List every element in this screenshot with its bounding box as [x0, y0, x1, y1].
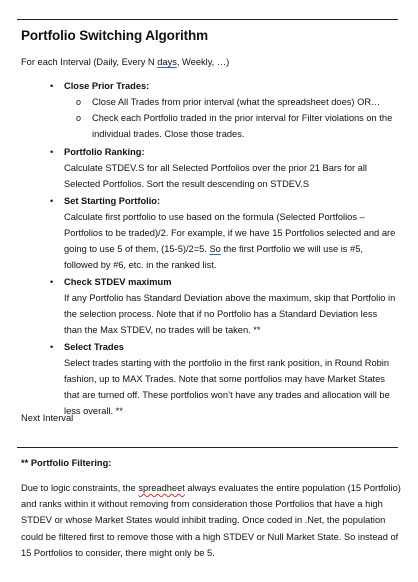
filtering-text-start: Due to logic constraints, the	[21, 483, 139, 493]
list-item-set-starting-portfolio	[0, 193, 418, 273]
item-body-text-end: the first Portfolio we will use is #5, followed by #6, etc. in the ranked list.	[64, 244, 363, 270]
list-item-portfolio-ranking	[0, 144, 418, 192]
section-divider	[17, 447, 398, 448]
item-body: Select trades starting with the portfolio in the first rank position, in Round Robin fashion, up to MAX Trades. Note that some portfolios may have Market States that are turned off. These portfolios won’t have any trades and allocation will be less overall. **	[64, 358, 390, 416]
item-body	[64, 209, 396, 273]
item-body: Calculate STDEV.S for all Selected Portfolios over the prior 21 Bars for all Selected Portfolios. Sort the result descending on STDEV.S	[64, 163, 367, 189]
item-title: Set Starting Portfolio:	[64, 196, 161, 206]
sub-item-close-all	[76, 94, 396, 110]
next-interval-label: Next Interval	[21, 413, 74, 423]
item-title: Portfolio Ranking:	[64, 147, 145, 157]
steps-list	[0, 78, 418, 419]
item-title: Check STDEV maximum	[64, 277, 172, 287]
filtering-paragraph	[21, 480, 403, 561]
filtering-text-end: always evaluates the entire population (15 Portfolio) and ranks within it without removing from consideration those Portfolios that have a high STDEV or whose Market States would inhibit trading. Once coded in .Net, the population could be filtered first to remove those with a high STDEV or Null Market State. So instead of 15 Portfolios to consider, there might only be 5.	[21, 483, 401, 558]
list-item-close-prior-trades	[0, 78, 418, 142]
bullet-icon: •	[50, 147, 54, 157]
item-body: If any Portfolio has Standard Deviation above the maximum, skip that Portfolio in the selection process. Note that if no Portfolio has a Standard Deviation less than the Max STDEV, no trades will be taken. **	[64, 293, 396, 335]
item-title: Select Trades	[64, 342, 124, 352]
intro-line	[21, 57, 229, 67]
item-body-so-word: So	[209, 244, 221, 254]
document-title: Portfolio Switching Algorithm	[21, 28, 209, 43]
intro-days-word: days	[157, 57, 177, 67]
bullet-icon: •	[50, 81, 54, 91]
sub-item-check-each	[76, 110, 396, 142]
item-body-text: Calculate first portfolio to use based on the formula (Selected Portfolios – Portfolios to be traded)/2. For example, if we have 15 Portfolios selected and are going to use 5 of them, (15-5)/2=5.	[64, 212, 396, 254]
bullet-icon: •	[50, 277, 54, 287]
bullet-icon: •	[50, 342, 54, 352]
circle-bullet-icon: o	[76, 97, 82, 107]
intro-text-start: For each Interval (Daily, Every N	[21, 57, 158, 67]
item-title: Close Prior Trades:	[64, 81, 150, 91]
sub-item-text: Close All Trades from prior interval (what the spreadsheet does) OR…	[92, 97, 381, 107]
intro-text-end: , Weekly, …)	[176, 57, 230, 67]
filtering-heading: ** Portfolio Filtering:	[21, 458, 112, 468]
top-divider	[17, 19, 398, 20]
misspelled-word: spreadheet	[138, 483, 185, 493]
list-item-select-trades	[0, 339, 418, 419]
sub-item-text: Check each Portfolio traded in the prior interval for Filter violations on the individual trades. Close those trades.	[92, 113, 393, 139]
bullet-icon: •	[50, 196, 54, 206]
list-item-check-stdev-maximum	[0, 274, 418, 338]
circle-bullet-icon: o	[76, 113, 82, 123]
